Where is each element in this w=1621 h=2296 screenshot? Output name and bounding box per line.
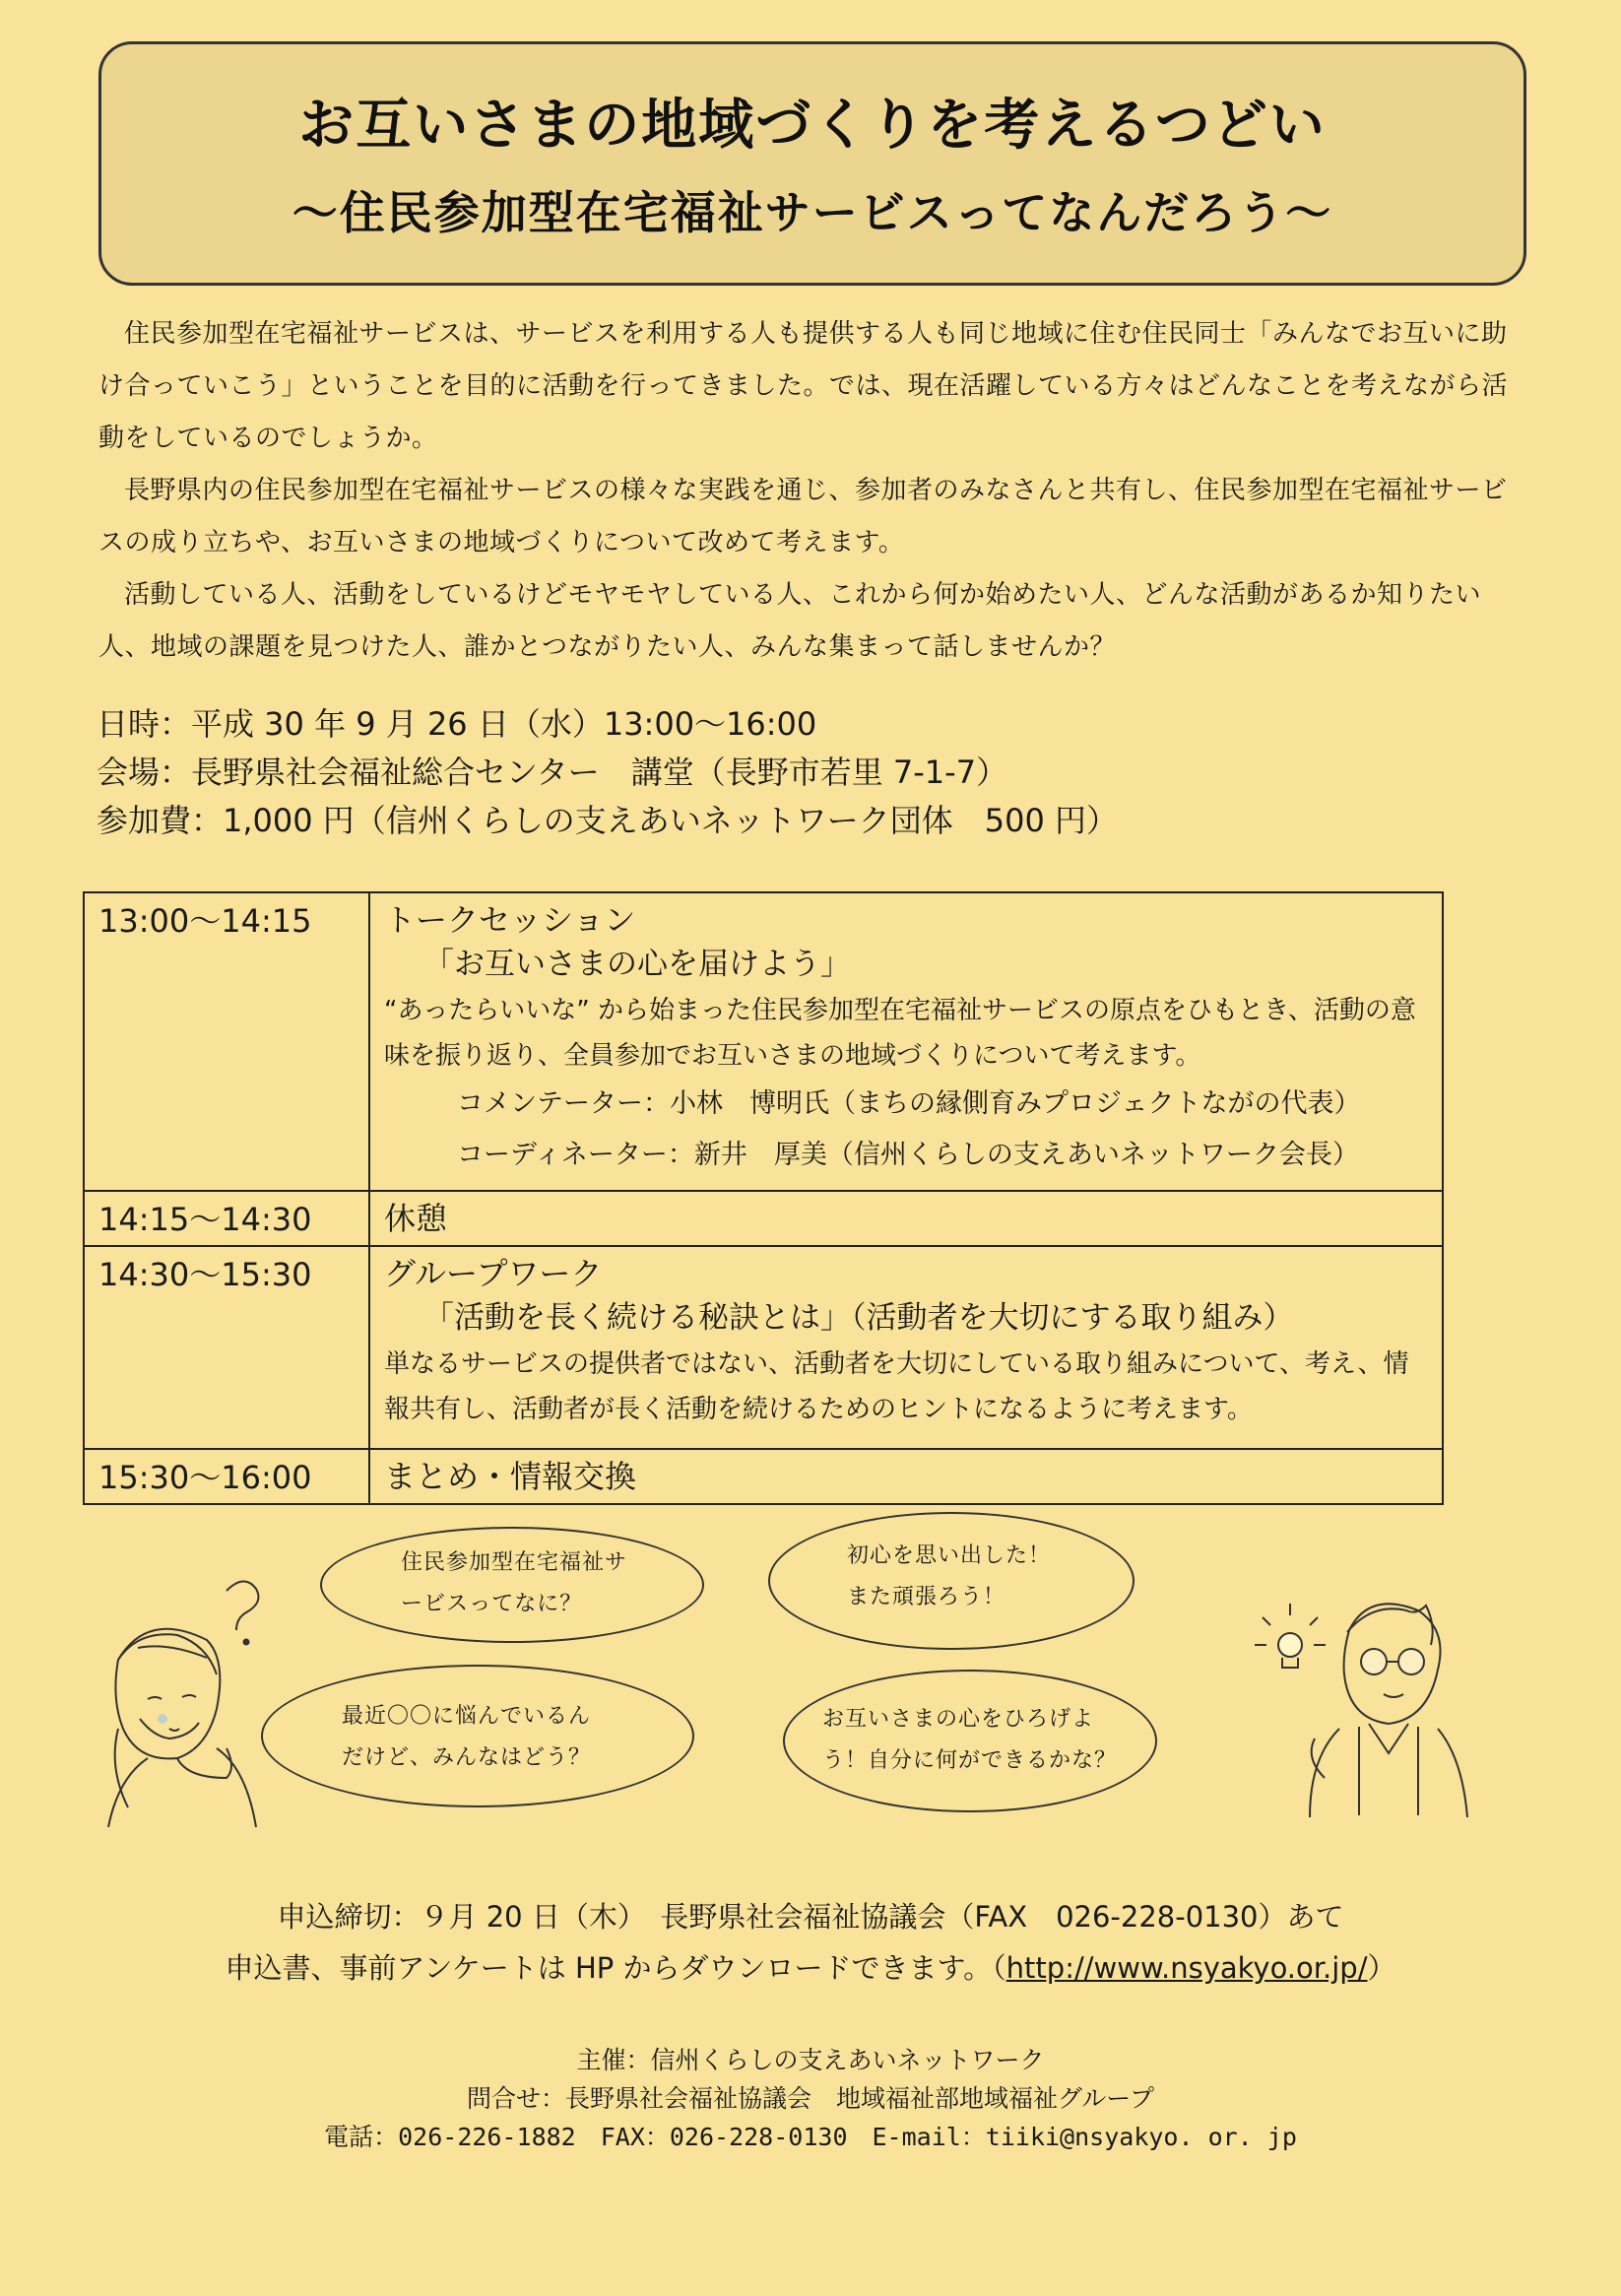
event-fee: 参加費：1,000 円（信州くらしの支えあいネットワーク団体 500 円） — [97, 802, 1119, 839]
speech-bubble: 初心を思い出した！ また頑張ろう！ — [768, 1512, 1135, 1650]
intro-paragraph-3: 活動している人、活動をしているけどモヤモヤしている人、これから何か始めたい人、どんな活動があるか知りたい人、地域の課題を見つけた人、誰かとつながりたい人、みんな集まって話しませんか？ — [98, 580, 1482, 662]
download-note: 申込書、事前アンケートは HP からダウンロードできます。（http://www.nsyakyo.or.jp/） — [225, 1951, 1396, 1985]
organizer-info — [0, 2041, 1621, 2156]
man-illustration — [1231, 1551, 1487, 1827]
intro-text — [98, 308, 1524, 674]
program-row — [84, 1449, 1443, 1504]
event-title: お互いさまの地域づくりを考えるつどい — [298, 94, 1327, 158]
program-time: 14:30～15:30 — [84, 1246, 369, 1449]
program-quote: 「活動を長く続ける秘訣とは」（活動者を大切にする取り組み） — [423, 1300, 1294, 1336]
speech-bubble: 住民参加型在宅福祉サ ービスってなに？ — [320, 1527, 704, 1643]
program-title: トークセッション — [384, 901, 636, 939]
program-row — [84, 1246, 1443, 1449]
program-time: 13:00～14:15 — [84, 892, 369, 1191]
program-commentator: コメンテーター：小林 博明氏（まちの縁側育みプロジェクトながの代表） — [457, 1088, 1361, 1119]
program-time: 15:30～16:00 — [84, 1449, 369, 1504]
program-row — [84, 892, 1443, 1191]
contact-phone-email: 電話：026-226-1882 FAX：026-228-0130 E-mail：tiiki@nsyakyo. or. jp — [324, 2123, 1297, 2151]
illustration-area — [0, 1512, 1621, 1847]
program-title: グループワーク — [384, 1255, 603, 1292]
event-info — [97, 700, 1475, 845]
program-table — [83, 891, 1444, 1505]
program-description: “あったらいいな” から始まった住民参加型在宅福祉サービスの原点をひもとき、活動の意味を振り返り、全員参加でお互いさまの地域づくりについて考えます。 — [384, 996, 1416, 1071]
event-venue: 会場：長野県社会福祉総合センター 講堂（長野市若里 7-1-7） — [97, 754, 1008, 791]
organizer: 主催：信州くらしの支えあいネットワーク — [576, 2046, 1045, 2074]
program-title: まとめ・情報交換 — [384, 1458, 637, 1495]
intro-paragraph-2: 長野県内の住民参加型在宅福祉サービスの様々な実践を通じ、参加者のみなさんと共有し、住民参加型在宅福祉サービスの成り立ちや、お互いさまの地域づくりについて改めて考えます。 — [98, 476, 1508, 558]
title-box — [98, 41, 1526, 286]
program-row — [84, 1191, 1443, 1246]
girl-illustration — [79, 1571, 276, 1827]
event-subtitle: ～住民参加型在宅福祉サービスってなんだろう～ — [292, 186, 1333, 239]
program-title: 休憩 — [384, 1200, 448, 1237]
speech-bubble: お互いさまの心をひろげよ う！自分に何ができるかな？ — [783, 1670, 1157, 1812]
program-description: 単なるサービスの提供者ではない、活動者を大切にしている取り組みについて、考え、情報共有し、活動者が長く活動を続けるためのヒントになるように考えます。 — [384, 1349, 1409, 1424]
contact: 問合せ：長野県社会福祉協議会 地域福祉部地域福祉グループ — [466, 2084, 1154, 2113]
speech-bubble: 最近〇〇に悩んでいるん だけど、みんなはどう？ — [261, 1665, 694, 1807]
program-coordinator: コーディネーター：新井 厚美（信州くらしの支えあいネットワーク会長） — [457, 1140, 1359, 1170]
event-date: 日時：平成 30 年 9 月 26 日（水）13:00～16:00 — [97, 705, 817, 743]
application-info — [0, 1891, 1621, 1994]
intro-paragraph-1: 住民参加型在宅福祉サービスは、サービスを利用する人も提供する人も同じ地域に住む住民同士「みんなでお互いに助け合っていこう」ということを目的に活動を行ってきました。では、現在活躍している方々はどんなことを考えながら活動をしているのでしょうか。 — [98, 319, 1509, 453]
program-time: 14:15～14:30 — [84, 1191, 369, 1246]
application-deadline: 申込締切：９月 20 日（木） 長野県社会福祉協議会（FAX 026-228-0130）あて — [277, 1900, 1344, 1934]
website-link[interactable]: http://www.nsyakyo.or.jp/ — [1005, 1951, 1368, 1985]
program-quote: 「お互いさまの心を届けよう」 — [423, 947, 851, 982]
